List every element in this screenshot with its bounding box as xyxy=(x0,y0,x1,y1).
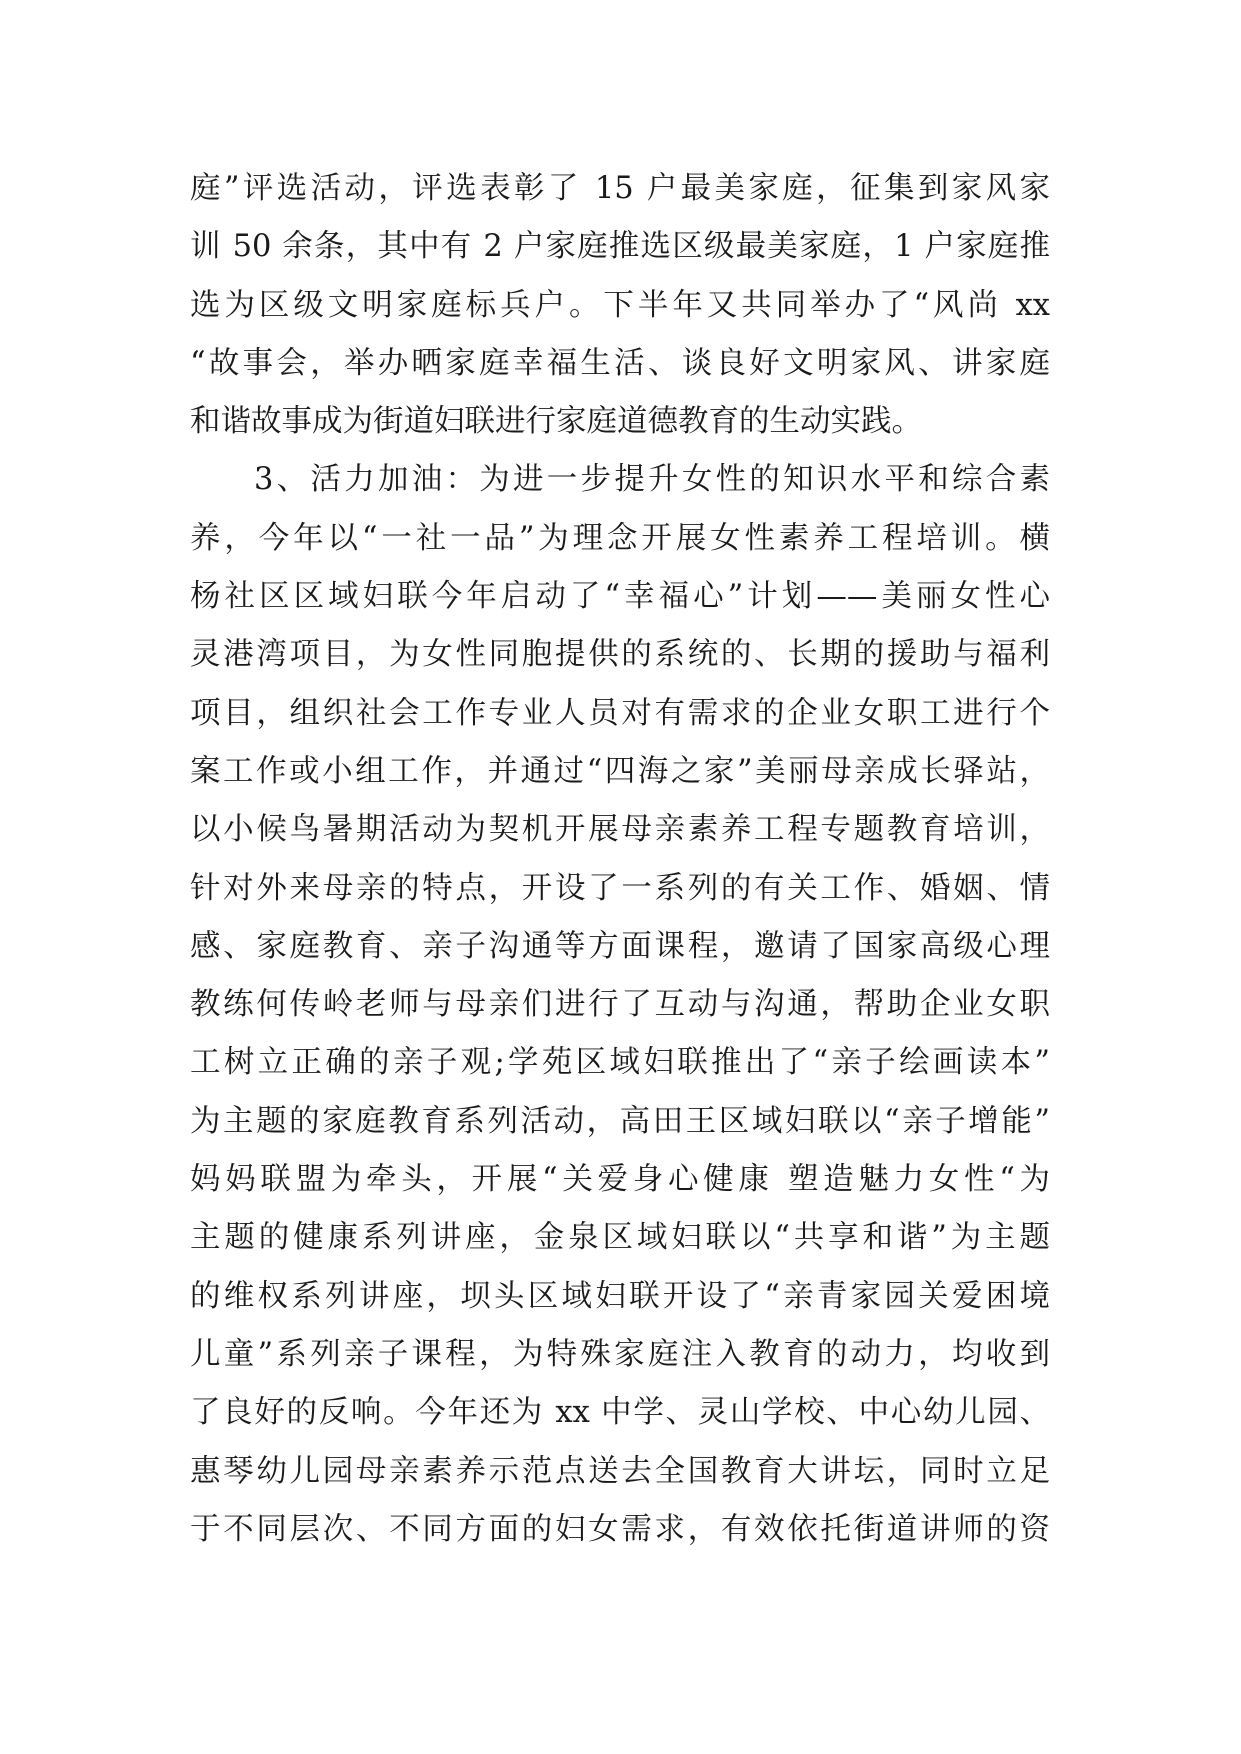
text-line: 项目，组织社会工作专业人员对有需求的企业女职工进行个 xyxy=(190,695,1050,731)
text-line: 儿童”系列亲子课程，为特殊家庭注入教育的动力，均收到 xyxy=(190,1336,1050,1372)
text-line: 灵港湾项目，为女性同胞提供的系统的、长期的援助与福利 xyxy=(190,637,1050,673)
text-line: 庭”评选活动，评选表彰了 15 户最美家庭，征集到家风家 xyxy=(190,171,1050,206)
text-line: 训 50 余条，其中有 2 户家庭推选区级最美家庭，1 户家庭推 xyxy=(190,229,1050,265)
text-line: 案工作或小组工作，并通过“四海之家”美丽母亲成长驿站， xyxy=(190,753,1050,789)
text-line: 的维权系列讲座，坝头区域妇联开设了“亲青家园关爱困境 xyxy=(190,1278,1050,1314)
body-text xyxy=(190,160,1050,1559)
text-line: 和谐故事成为街道妇联进行家庭道德教育的生动实践。 xyxy=(190,404,922,440)
text-line: 了良好的反响。今年还为 xx 中学、灵山学校、中心幼儿园、 xyxy=(190,1395,1050,1431)
text-line: 养，今年以“一社一品”为理念开展女性素养工程培训。横 xyxy=(190,520,1050,556)
text-line: 工树立正确的亲子观;学苑区域妇联推出了“亲子绘画读本” xyxy=(190,1045,1050,1081)
text-line: 针对外来母亲的特点，开设了一系列的有关工作、婚姻、情 xyxy=(190,870,1050,906)
text-line: 主题的健康系列讲座，金泉区域妇联以“共享和谐”为主题 xyxy=(190,1220,1050,1256)
text-line: 以小候鸟暑期活动为契机开展母亲素养工程专题教育培训， xyxy=(190,812,1050,848)
text-line: 杨社区区域妇联今年启动了“幸福心”计划——美丽女性心 xyxy=(190,579,1050,615)
text-line: 感、家庭教育、亲子沟通等方面课程，邀请了国家高级心理 xyxy=(190,928,1050,964)
text-line: 为主题的家庭教育系列活动，高田王区域妇联以“亲子增能” xyxy=(190,1103,1050,1139)
text-line: “故事会，举办晒家庭幸福生活、谈良好文明家风、讲家庭 xyxy=(190,345,1050,381)
text-line: 教练何传岭老师与母亲们进行了互动与沟通，帮助企业女职 xyxy=(190,987,1050,1023)
text-line: 妈妈联盟为牵头，开展“关爱身心健康 塑造魅力女性“为 xyxy=(190,1162,1050,1198)
text-line: 选为区级文明家庭标兵户。下半年又共同举办了“风尚 xx xyxy=(190,287,1050,323)
text-line: 惠琴幼儿园母亲素养示范点送去全国教育大讲坛，同时立足 xyxy=(190,1453,1050,1489)
text-line: 于不同层次、不同方面的妇女需求，有效依托街道讲师的资 xyxy=(190,1511,1050,1547)
text-line: 3、活力加油：为进一步提升女性的知识水平和综合素 xyxy=(254,462,1050,498)
